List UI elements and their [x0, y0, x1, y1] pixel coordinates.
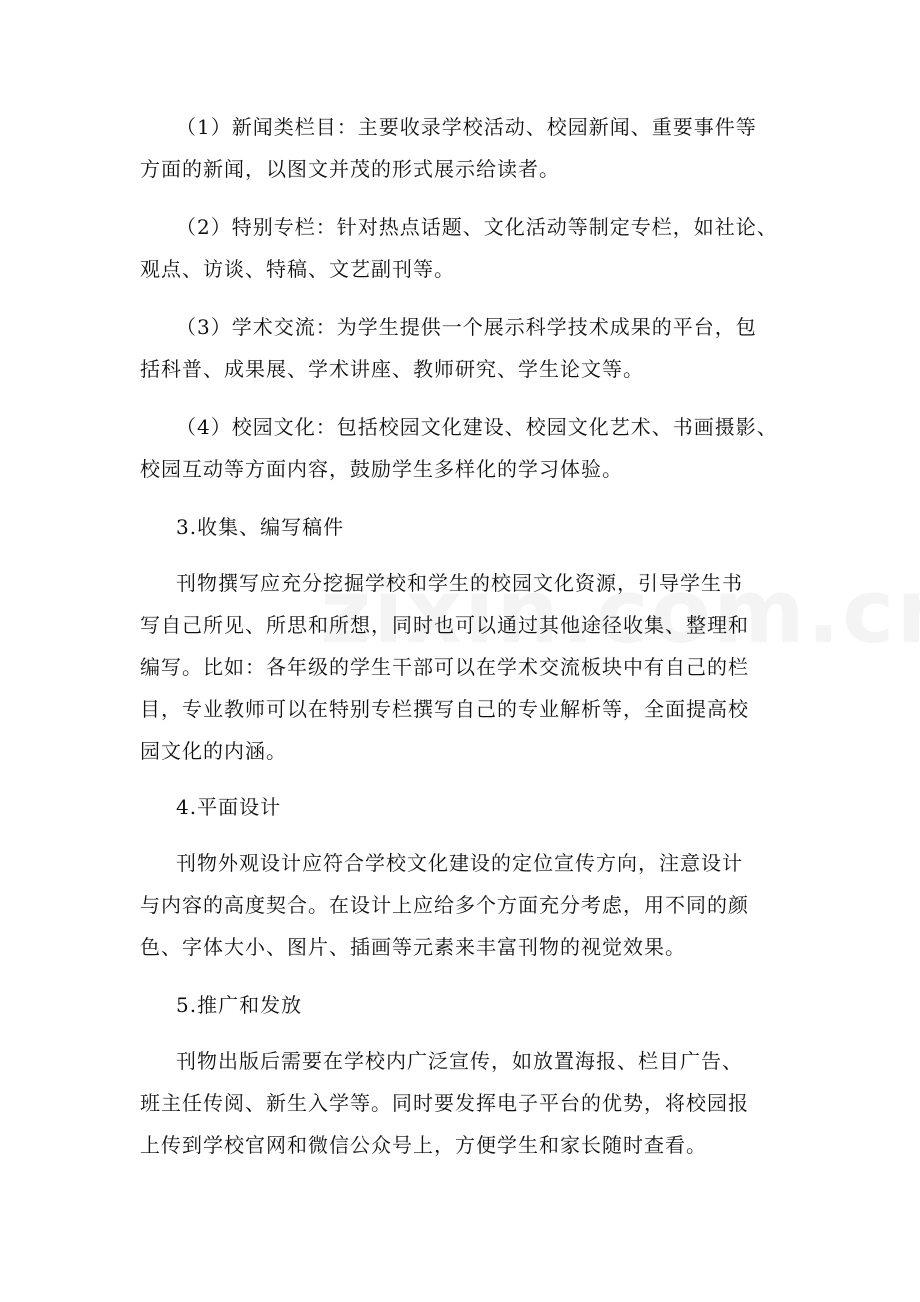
paragraph-news-column [140, 106, 800, 190]
text-line: 与内容的高度契合。在设计上应给多个方面充分考虑，用不同的颜 [140, 893, 749, 917]
heading-text: 3.收集、编写稿件 [176, 515, 345, 539]
section-heading-collect-write [140, 506, 800, 548]
text-line: 刊物出版后需要在学校内广泛宣传，如放置海报、栏目广告、 [176, 1049, 743, 1073]
paragraph-academic-exchange [140, 306, 800, 390]
paragraph-special-column [140, 206, 800, 290]
text-line: 刊物外观设计应符合学校文化建设的定位宣传方向，注意设计 [176, 851, 743, 875]
text-line: 上传到学校官网和微信公众号上，方便学生和家长随时查看。 [140, 1133, 707, 1157]
text-line: 园文化的内涵。 [140, 739, 287, 763]
text-line: 班主任传阅、新生入学等。同时要发挥电子平台的优势，将校园报 [140, 1091, 749, 1115]
heading-text: 5.推广和发放 [176, 993, 303, 1017]
text-line: 方面的新闻，以图文并茂的形式展示给读者。 [140, 157, 560, 181]
text-line: （1）新闻类栏目：主要收录学校活动、校园新闻、重要事件等 [176, 115, 757, 139]
text-line: 刊物撰写应充分挖掘学校和学生的校园文化资源，引导学生书 [176, 571, 743, 595]
text-line: 观点、访谈、特稿、文艺副刊等。 [140, 257, 455, 281]
heading-text: 4.平面设计 [176, 795, 282, 819]
text-line: （2）特别专栏：针对热点话题、文化活动等制定专栏，如社论、 [176, 215, 778, 239]
section-heading-promotion [140, 984, 800, 1026]
paragraph-design [140, 842, 800, 968]
text-line: 编写。比如：各年级的学生干部可以在学术交流板块中有自己的栏 [140, 655, 749, 679]
text-line: 目，专业教师可以在特别专栏撰写自己的专业解析等，全面提高校 [140, 697, 749, 721]
text-line: 色、字体大小、图片、插画等元素来丰富刊物的视觉效果。 [140, 935, 686, 959]
text-line: 校园互动等方面内容，鼓励学生多样化的学习体验。 [140, 457, 623, 481]
text-line: （4）校园文化：包括校园文化建设、校园文化艺术、书画摄影、 [176, 415, 778, 439]
text-line: （3）学术交流：为学生提供一个展示科学技术成果的平台，包 [176, 315, 757, 339]
text-line: 写自己所见、所思和所想，同时也可以通过其他途径收集、整理和 [140, 613, 749, 637]
paragraph-promotion [140, 1040, 800, 1166]
text-line: 括科普、成果展、学术讲座、教师研究、学生论文等。 [140, 357, 644, 381]
paragraph-campus-culture [140, 406, 800, 490]
section-heading-graphic-design [140, 786, 800, 828]
paragraph-manuscript-writing [140, 562, 800, 772]
